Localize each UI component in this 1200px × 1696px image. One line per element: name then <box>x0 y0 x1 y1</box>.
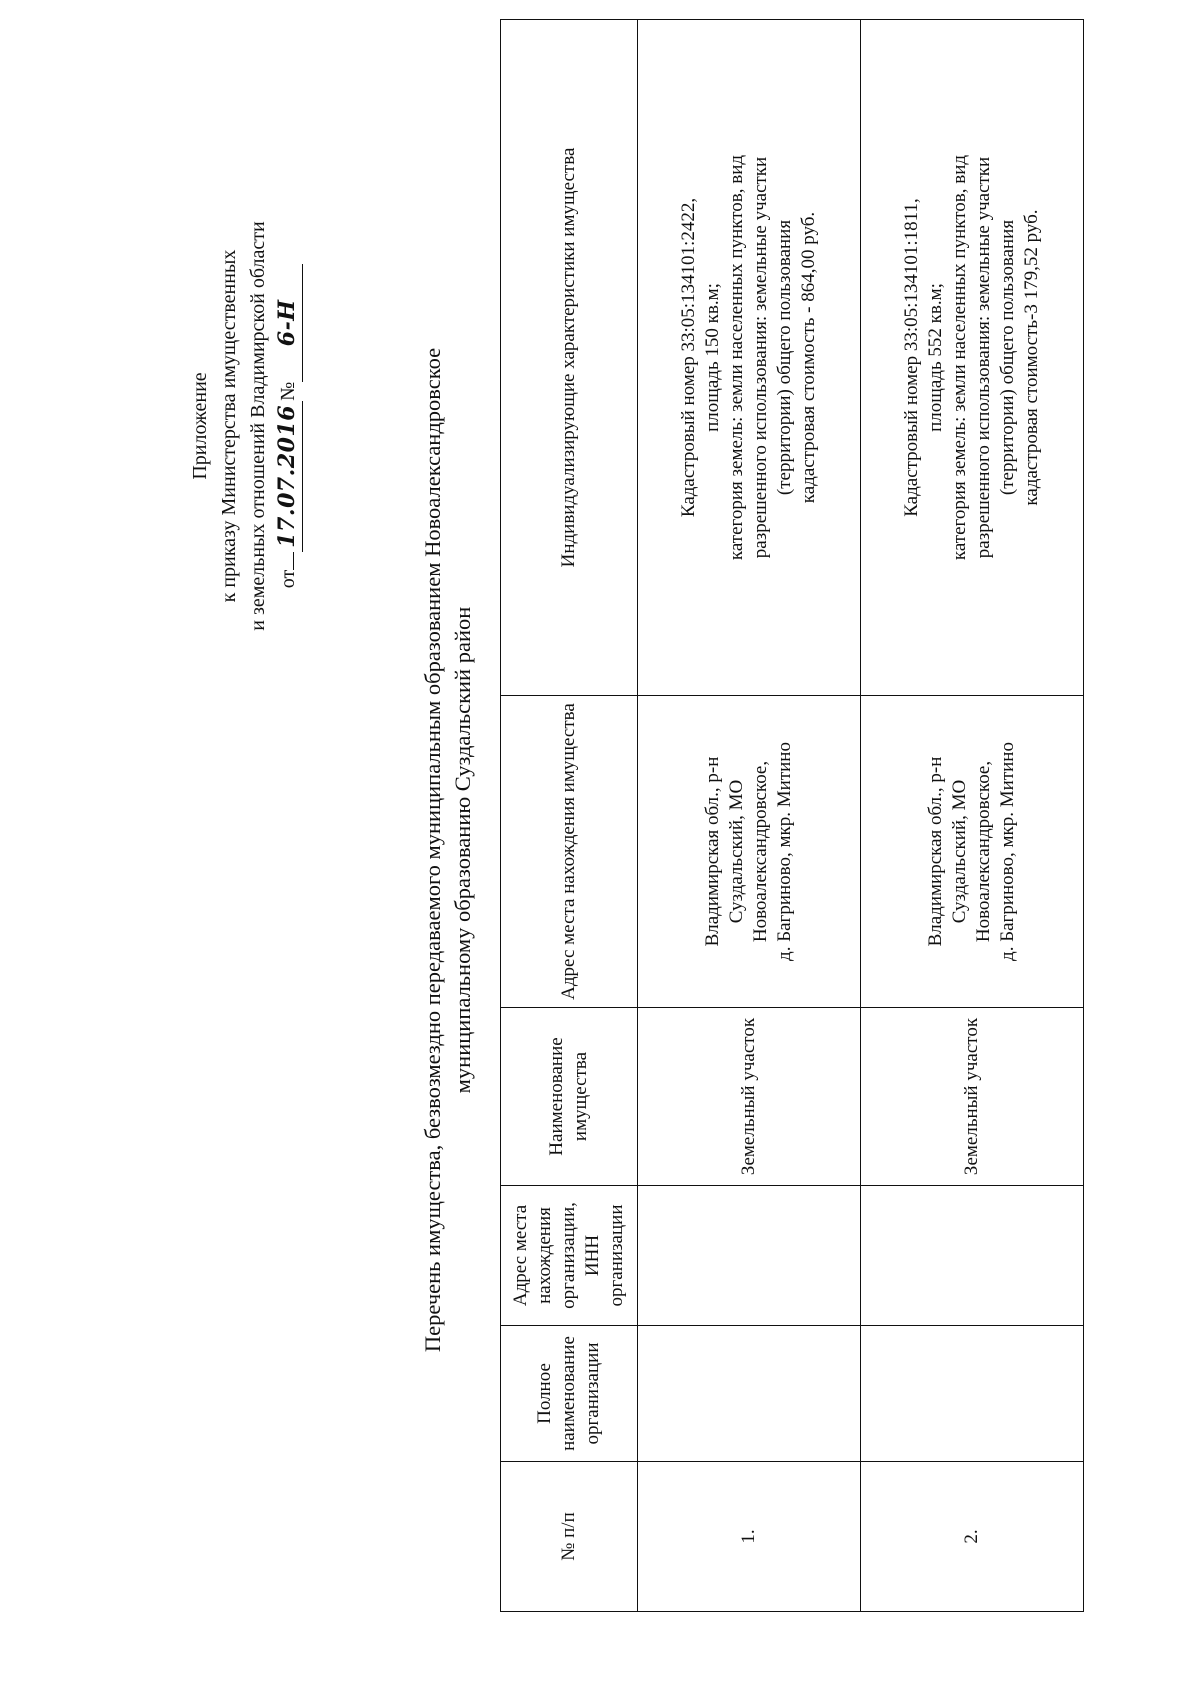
row-number: 1. <box>638 1462 861 1612</box>
row-number: 2. <box>861 1462 1084 1612</box>
property-address-cell <box>638 696 861 1008</box>
date-blank-line <box>293 552 294 570</box>
column-header-property-address: Адрес места нахождения имущества <box>501 696 638 1008</box>
date-prefix: от <box>277 569 299 589</box>
document-title <box>418 100 478 1600</box>
number-label: № <box>277 381 299 401</box>
characteristics-line: категория земель: земли населенных пунктов, вид <box>726 154 747 561</box>
characteristics-line: (территории) общего пользования <box>997 219 1018 496</box>
property-table <box>500 19 1084 1612</box>
address-line: Новоалександровское, <box>750 760 771 943</box>
characteristics-line: площадь 150 кв.м; <box>702 283 723 432</box>
org-name-cell <box>861 1326 1084 1462</box>
appendix-header <box>186 146 303 706</box>
address-line: Владимирская обл., р-н <box>925 756 946 947</box>
table-row <box>861 20 1084 1612</box>
address-line: Владимирская обл., р-н <box>702 756 723 947</box>
address-line: д. Багриново, мкр. Митино <box>774 742 795 961</box>
characteristics-line: кадастровая стоимость - 864,00 руб. <box>798 211 819 504</box>
title-line-1: Перечень имущества, безвозмездно передаваемого муниципальным образованием Новоалександровское <box>420 347 445 1353</box>
address-line: д. Багриново, мкр. Митино <box>997 742 1018 961</box>
column-header-characteristics: Индивидуализирующие характеристики имущества <box>501 20 638 696</box>
address-line: Новоалександровское, <box>973 760 994 943</box>
org-address-cell <box>638 1186 861 1326</box>
title-line-2: муниципальному образованию Суздальский район <box>450 606 475 1094</box>
property-name-cell: Земельный участок <box>638 1008 861 1186</box>
characteristics-cell <box>638 20 861 696</box>
address-line: Суздальский, МО <box>949 779 970 924</box>
characteristics-line: категория земель: земли населенных пунктов, вид <box>949 154 970 561</box>
characteristics-line: разрешенного использования: земельные участки <box>973 156 994 559</box>
order-date-line <box>273 146 303 706</box>
column-header-property-name: Наименование имущества <box>501 1008 638 1186</box>
org-address-cell <box>861 1186 1084 1326</box>
table-header-row <box>501 20 638 1612</box>
address-line: Суздальский, МО <box>726 779 747 924</box>
property-name-cell: Земельный участок <box>861 1008 1084 1186</box>
org-name-cell <box>638 1326 861 1462</box>
characteristics-cell <box>861 20 1084 696</box>
characteristics-line: разрешенного использования: земельные участки <box>750 156 771 559</box>
column-header-org-name: Полное наименование организации <box>501 1326 638 1462</box>
characteristics-line: Кадастровый номер 33:05:134101:2422, <box>678 197 699 518</box>
handwritten-number: 6-Н <box>273 264 303 382</box>
characteristics-line: площадь 552 кв.м; <box>925 283 946 432</box>
order-reference-line: к приказу Министерства имущественных <box>218 249 240 603</box>
column-header-org-address: Адрес места нахождения организации, ИНН организации <box>501 1186 638 1326</box>
appendix-label: Приложение <box>189 372 211 480</box>
handwritten-date: 17.07.2016 <box>273 401 303 552</box>
characteristics-line: кадастровая стоимость-3 179,52 руб. <box>1021 209 1042 506</box>
property-address-cell <box>861 696 1084 1008</box>
characteristics-line: (территории) общего пользования <box>774 219 795 496</box>
ministry-name-line: и земельных отношений Владимирской области <box>247 221 269 631</box>
characteristics-line: Кадастровый номер 33:05:134101:1811, <box>901 198 922 517</box>
column-header-number: № п/п <box>501 1462 638 1612</box>
table-row <box>638 20 861 1612</box>
